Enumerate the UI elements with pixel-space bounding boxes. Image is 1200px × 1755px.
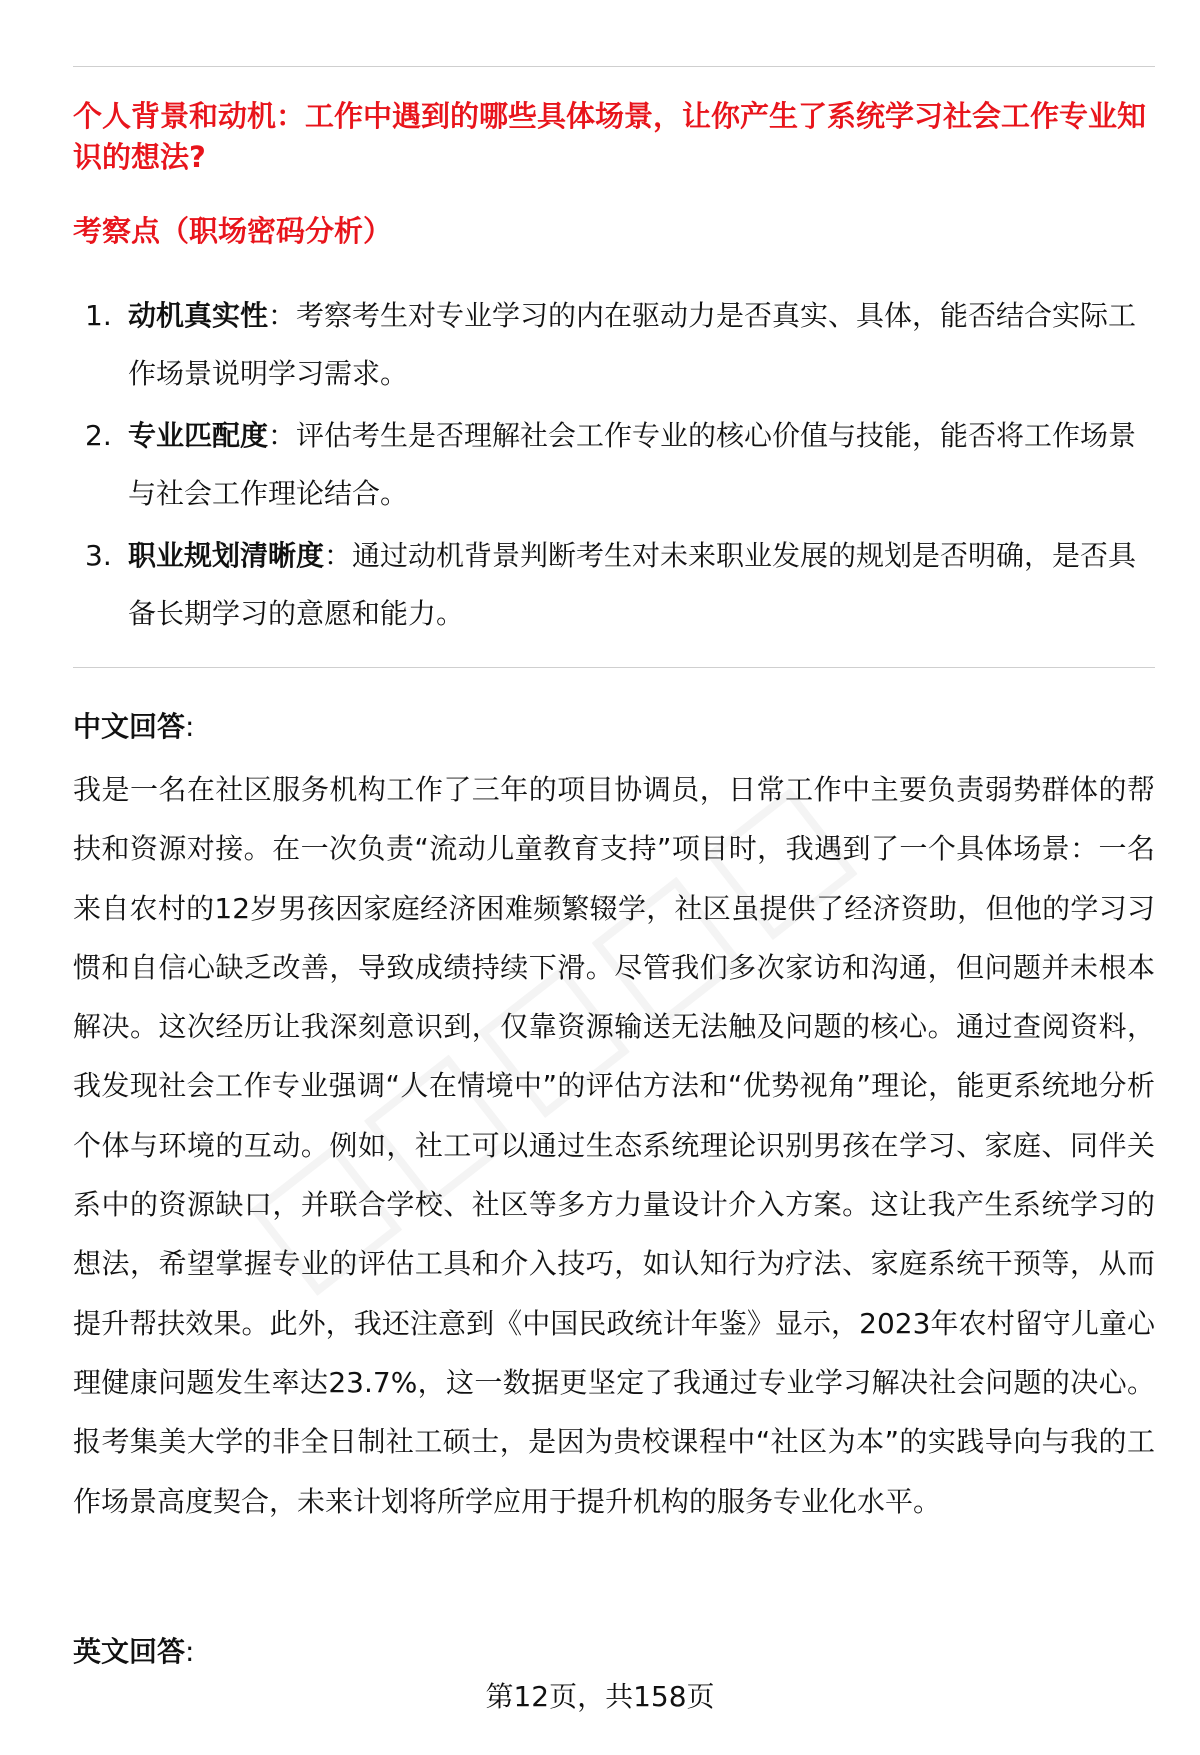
page-number-footer: 第12页，共158页 — [485, 1680, 715, 1713]
chinese-answer-heading — [73, 702, 194, 752]
assessment-points-list — [73, 287, 1155, 647]
english-answer-heading — [73, 1627, 194, 1677]
list-number: 3. — [85, 539, 112, 572]
list-item — [73, 287, 1155, 403]
point-term: 职业规划清晰度 — [128, 539, 325, 572]
list-number: 1. — [85, 299, 112, 332]
point-term: 专业匹配度 — [128, 419, 269, 452]
section-divider — [73, 667, 1155, 668]
point-text: ：评估考生是否理解社会工作专业的核心价值与技能，能否将工作场景与社会工作理论结合。 — [128, 419, 1137, 510]
question-title: 个人背景和动机：工作中遇到的哪些具体场景，让你产生了系统学习社会工作专业知识的想法? — [73, 99, 1147, 174]
chinese-answer-label: 中文回答 — [73, 710, 186, 743]
point-term: 动机真实性 — [128, 299, 269, 332]
list-number: 2. — [85, 419, 112, 452]
list-item — [73, 407, 1155, 523]
english-answer-label: 英文回答 — [73, 1635, 186, 1668]
list-item — [73, 527, 1155, 643]
heading-colon: : — [185, 1635, 195, 1668]
point-text: ：考察考生对专业学习的内在驱动力是否真实、具体，能否结合实际工作场景说明学习需求。 — [128, 299, 1137, 390]
assessment-points-heading: 考察点（职场密码分析） — [73, 214, 393, 248]
point-text: ：通过动机背景判断考生对未来职业发展的规划是否明确，是否具备长期学习的意愿和能力。 — [128, 539, 1137, 630]
top-divider — [73, 66, 1155, 67]
chinese-answer-body: 我是一名在社区服务机构工作了三年的项目协调员，日常工作中主要负责弱势群体的帮扶和资源对接。在一次负责“流动儿童教育支持”项目时，我遇到了一个具体场景：一名来自农村的12岁男孩因家庭经济困难频繁辍学，社区虽提供了经济资助，但他的学习习惯和自信心缺乏改善，导致成绩持续下滑。尽管我们多次家访和沟通，但问题并未根本解决。这次经历让我深刻意识到，仅靠资源输送无法触及问题的核心。通过查阅资料，我发现社会工作专业强调“人在情境中”的评估方法和“优势视角”理论，能更系统地分析个体与环境的互动。例如，社工可以通过生态系统理论识别男孩在学习、家庭、同伴关系中的资源缺口，并联合学校、社区等多方力量设计介入方案。这让我产生系统学习的想法，希望掌握专业的评估工具和介入技巧，如认知行为疗法、家庭系统干预等，从而提升帮扶效果。此外，我还注意到《中国民政统计年鉴》显示，2023年农村留守儿童心理健康问题发生率达23.7%，这一数据更坚定了我通过专业学习解决社会问题的决心。报考集美大学的非全日制社工硕士，是因为贵校课程中“社区为本”的实践导向与我的工作场景高度契合，未来计划将所学应用于提升机构的服务专业化水平。 — [73, 773, 1155, 1518]
heading-colon: : — [185, 710, 195, 743]
